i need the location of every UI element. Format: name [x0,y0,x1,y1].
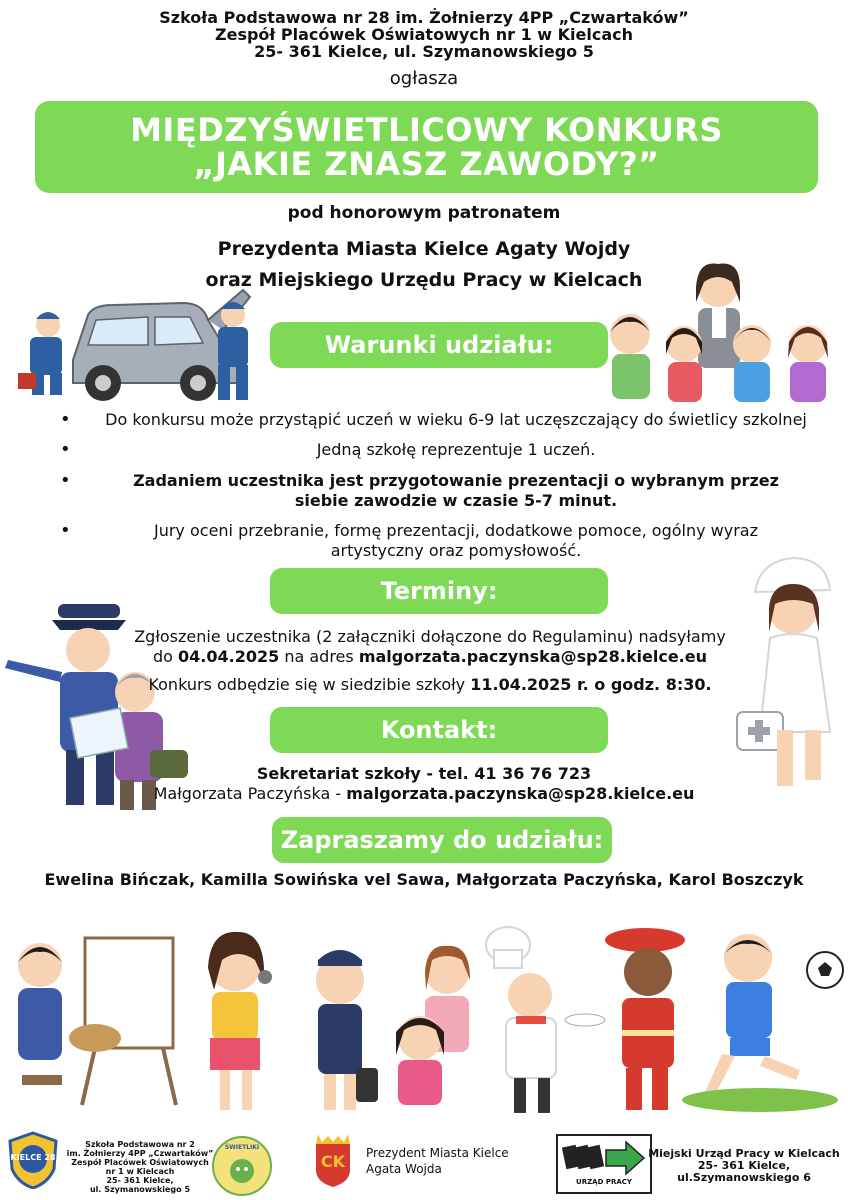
terms-paragraph-1 [110,627,750,667]
school-footer-line: im. Żołnierzy 4PP „Czwartaków” [66,1149,214,1158]
contact-coordinator [0,784,848,804]
terms-text: Zgłoszenie uczestnika (2 załączniki dołączone do Regulaminu) nadsyłamy [134,627,726,646]
professions-illustration [0,920,848,1120]
invite-heading: Zapraszamy do udziału: [272,817,612,863]
bullet-icon: • [60,409,71,430]
terms-text: na adres [279,647,359,666]
swietliki-logo [212,1136,272,1196]
labour-office-logo [556,1134,652,1194]
bullet-icon: • [60,520,71,541]
coordinator-name: Małgorzata Paczyńska - [153,784,347,803]
terms-heading: Terminy: [270,568,608,614]
hairdresser-figure [396,946,470,1105]
contact-heading: Kontakt: [270,707,608,753]
bullet-icon: • [60,470,71,491]
patron-labour-office: oraz Miejskiego Urzędu Pracy w Kielcach [205,269,643,291]
ck-logo-text: CK [320,1152,346,1171]
school-footer-text [66,1140,214,1194]
condition-item [60,471,830,511]
terms-text: do [152,647,179,666]
school-name-line: Szkoła Podstawowa nr 28 im. Żołnierzy 4PP „Czwartaków” [159,8,689,27]
school-footer-line: Szkoła Podstawowa nr 2 [85,1140,195,1149]
condition-text: Jedną szkołę reprezentuje 1 uczeń. [316,440,596,459]
condition-item [60,410,830,430]
singer-figure [208,932,272,1110]
chef-figure [486,927,605,1113]
condition-item [60,521,830,561]
labour-office-footer-text [648,1148,840,1184]
school-footer-line: ul. Szymanowskiego 5 [89,1185,191,1194]
school-footer-line: Zespół Placówek Oświatowych [71,1158,209,1167]
child-2 [666,326,702,402]
coordinator-email-link[interactable]: malgorzata.paczynska@sp28.kielce.eu [346,784,695,803]
contact-secretariat: Sekretariat szkoły - tel. 41 36 76 723 [256,764,592,783]
condition-item [60,440,830,460]
nurse-illustration [735,552,848,790]
president-footer-text [366,1145,546,1177]
school-logo [8,1131,58,1189]
labour-office-footer-line: Miejski Urząd Pracy w Kielcach [648,1147,840,1160]
flight-attendant-figure [316,950,378,1110]
kielce-crest-logo [310,1134,356,1188]
submission-email-link[interactable]: malgorzata.paczynska@sp28.kielce.eu [358,647,707,666]
terms-paragraph-2 [110,675,750,695]
labour-office-footer-line: 25- 361 Kielce, [697,1159,791,1172]
footballer-figure [682,934,843,1112]
labour-office-footer-line: ul.Szymanowskiego 6 [677,1171,811,1184]
patron-president: Prezydenta Miasta Kielce Agaty Wojdy [217,238,631,260]
condition-text: Jury oceni przebranie, formę prezentacji, dodatkowe pomoce, ogólny wyraz artystyczny oraz pomysłowość. [153,521,758,560]
president-footer-line: Agata Wojda [366,1162,442,1176]
announces-text: ogłasza [389,68,459,89]
conditions-heading: Warunki udziału: [270,322,608,368]
contest-title-line2: „JAKIE ZNASZ ZAWODY?” [193,145,660,183]
teacher-children-illustration [600,262,840,404]
painter-figure [18,938,176,1105]
president-footer-line: Prezydent Miasta Kielce [366,1146,509,1160]
child-1 [610,314,650,399]
school-unit-line: Zespół Placówek Oświatowych nr 1 w Kielcach [214,25,634,44]
mechanics-car-illustration [18,285,263,410]
child-3 [733,325,771,402]
labour-office-logo-text: URZĄD PRACY [576,1178,632,1186]
school-footer-line: 25- 361 Kielce, [106,1176,174,1185]
firefighter-figure [605,928,685,1110]
swietliki-logo-text: ŚWIETLIKI [224,1144,260,1151]
condition-text: Do konkursu może przystąpić uczeń w wieku 6-9 lat uczęszczający do świetlicy szkolnej [105,410,807,429]
school-logo-text: KIELCE 28 [10,1153,56,1162]
condition-text: Zadaniem uczestnika jest przygotowanie prezentacji o wybranym przez siebie zawodzie w czasie 5-7 minut. [133,471,779,510]
submission-date: 04.04.2025 [178,647,280,666]
patronage-intro: pod honorowym patronatem [287,203,561,223]
child-4 [788,325,828,402]
school-footer-line: nr 1 w Kielcach [105,1167,175,1176]
organizers-list: Ewelina Bińczak, Kamilla Sowińska vel Sawa, Małgorzata Paczyńska, Karol Boszczyk [44,870,804,889]
contest-date: 11.04.2025 r. o godz. 8:30. [470,675,712,694]
school-address-line: 25- 361 Kielce, ul. Szymanowskiego 5 [254,42,594,61]
contest-title-banner [35,101,818,193]
contest-title-line1: MIĘDZYŚWIETLICOWY KONKURS [130,111,723,149]
bullet-icon: • [60,439,71,460]
terms-text: Konkurs odbędzie się w siedzibie szkoły [148,675,471,694]
